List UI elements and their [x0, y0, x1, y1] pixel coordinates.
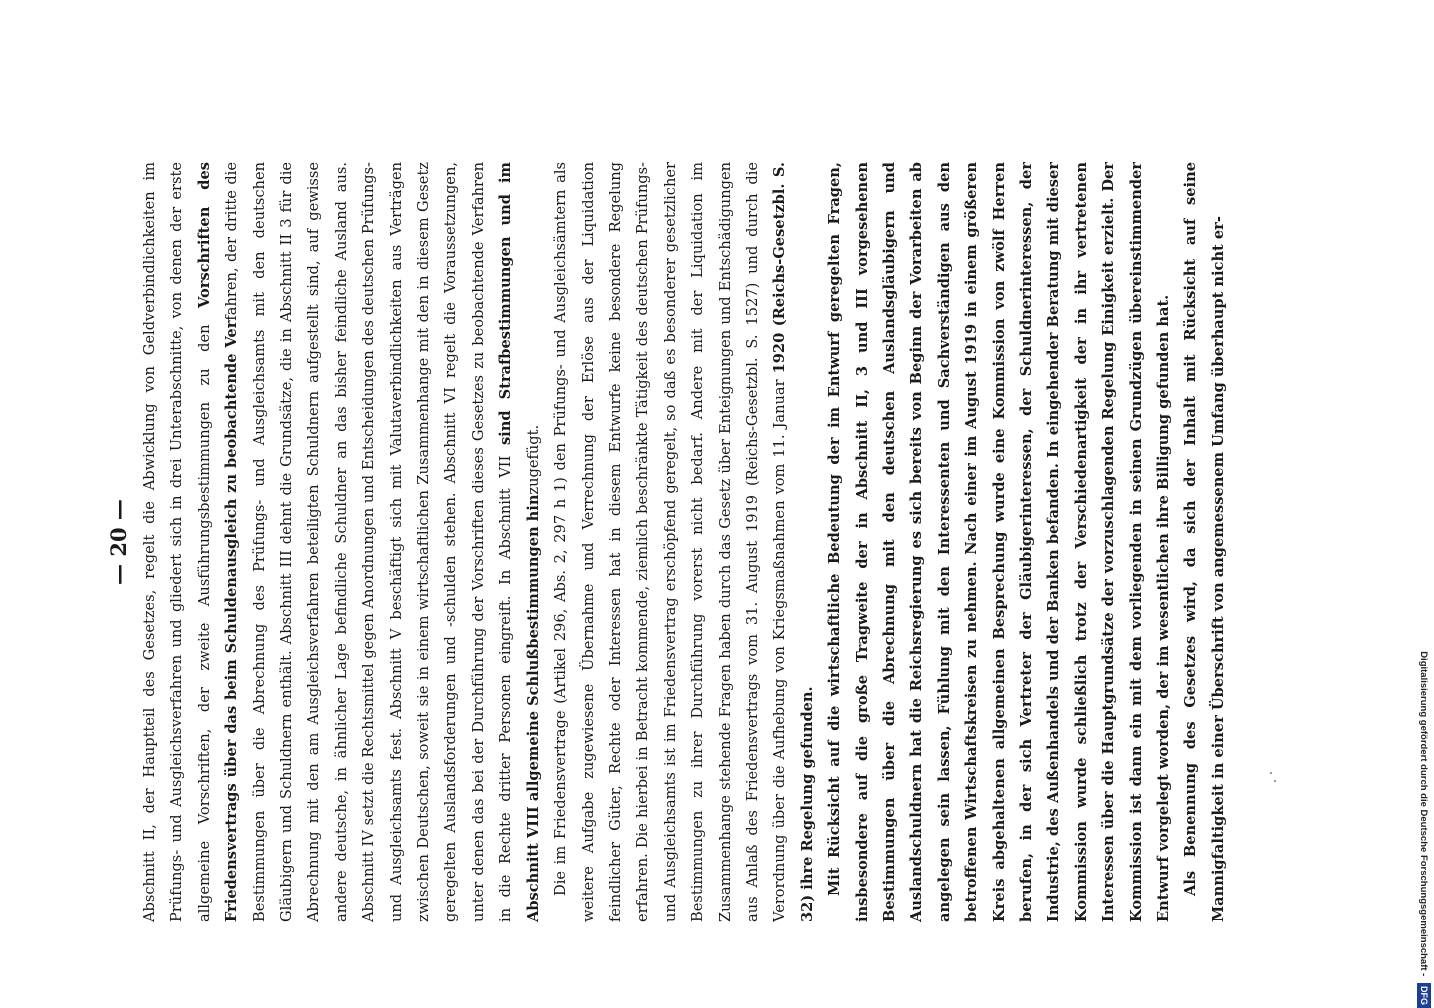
margin-credit-line: [1412, 8, 1434, 1008]
margin-credit: [1412, 0, 1434, 1005]
scan-speck: [1274, 780, 1276, 782]
text-segment: zugefügt.: [524, 424, 542, 495]
text-segment: Die im Friedensvertrage (Artikel 296, Abs. 2, 297 h 1) den Prüfungs- und Ausgleichsämtern als weitere Aufgabe zugewiesene Übernahme und Verrechnung der Erlöse aus der Liquidation feindlicher Güter, Rechte oder Interessen hat in diesem Entwurfe keine besondere Regelung erfahren. Die hierbei in Betracht kommende, ziemlich beschränkte Tätigkeit des deutschen Prüfungs- und Ausgleichsamts ist im Friedensvertrag erschöpfend geregelt, so daß es besonderer gesetzlicher Bestimmungen zu ihrer Durchführung vorerst nicht bedarf. Andere mit der Liquidation im Zusammenhange stehende Fragen haben durch das Gesetz über Enteignungen und Entschädigungen aus Anlaß des Friedensvertrags vom 31. August 1919 (Reichs-Gesetzbl. S. 1527) und durch die Verordnung über die Aufhebung von Kriegsmaßnahmen vom 11. Januar: [552, 162, 789, 922]
paragraph: [547, 162, 821, 922]
bold-text-segment: Als Benennung des Gesetzes wird, da sich der Inhalt mit Rücksicht auf seine Mannigfaltigkeit in einer Überschrift von angemessenem Umfang überhaupt nicht er-: [1182, 162, 1227, 922]
rotated-document-page: [102, 162, 1262, 922]
paragraph: [821, 162, 1177, 922]
paragraph: [1177, 162, 1232, 922]
body-text: [136, 162, 1256, 922]
page-number: — 20 —: [106, 499, 131, 585]
scan-speck: [1270, 772, 1272, 774]
bold-text-segment: sind Strafbestimmungen und im Abschnitt VIII allgemeine Schlußbestimmungen hin: [497, 162, 542, 922]
text-segment: Abschnitt II, der Hauptteil des Gesetzes, regelt die Abwicklung von Geldverbindlichkeiten im Prüfungs- und Ausgleichsverfahren und gliedert sich in drei Unterabschnitte, von denen der erste allgemeine Vorschriften, der zweite Ausführungsbestimmungen zu den: [141, 162, 213, 922]
bold-text-segment: Mit Rücksicht auf die wirtschaftliche Bedeutung der im Entwurf geregelten Fragen, insbesondere auf die große Tragweite der in Abschnitt II, 3 und III vorgesehenen Bestimmungen über die Abrechnung mit den deutschen Auslandsgläubigern und Auslandschuldnern hat die Reichsregierung es sich bereits von Beginn der Vorarbeiten ab angelegen sein lassen, Fühlung mit den Interessenten und Sachverständigen aus den betroffenen Wirtschaftskreisen zu nehmen. Nach einer im August 1919 in einem größeren Kreis abgehaltenen allgemeinen Besprechung wurde eine Kommission von zwölf Herren berufen, in der sich Vertreter der Gläubigerinteressen, der Schuldnerinteressen, der Industrie, des Außenhandels und der Banken befanden. In eingehender Beratung mit dieser Kommission wurde schließlich trotz der Verschiedenartigkeit der in ihr vertretenen Interessen über die Hauptgrundsätze der vorzuschlagenden Regelung Einigkeit erzielt. Der Kommission ist dann ein mit dem vorliegenden in seinen Grundzügen übereinstimmender Entwurf vorgelegt worden, der im wesentlichen ihre Billigung gefunden hat.: [826, 162, 1173, 922]
bold-text-segment: Vorschriften des Friedensvertrags über das beim Schuldenausgleich zu beobachtende Ver: [195, 162, 241, 922]
margin-credit-text: Digitalisierung gefördert durch die Deutsche Forschungsgemeinschaft -: [1418, 651, 1429, 977]
bold-text-segment: 1920 (Reichs-Gesetzbl. S. 32) ihre Regelung gefunden.: [771, 162, 816, 922]
text-segment: fahren, der dritte die Bestimmungen über die Abrechnung des Prüfungs- und Ausgleichsamts mit den deutschen Gläubigern und Schuldnern enthält. Abschnitt III dehnt die Grundsätze, die in Abschnitt II 3 für die Abrechnung mit den am Ausgleichsverfahren beteiligten Schuldnern aufgestellt sind, auf gewisse andere deutsche, in ähnlicher Lage befindliche Schuldner an das bisher feindliche Ausland aus. Abschnitt IV setzt die Rechtsmittel gegen Anordnungen und Entscheidungen des deutschen Prüfungs- und Ausgleichsamts fest. Abschnitt V beschäftigt sich mit Valutaverbindlichkeiten aus Verträgen zwischen Deutschen, soweit sie in einem wirtschaftlichen Zusammenhange mit den in diesem Gesetz geregelten Auslandsforderungen und -schulden stehen. Abschnitt VI regelt die Voraussetzungen, unter denen das bei der Durchführung der Vorschriften dieses Gesetzes zu beobachtende Verfahren in die Rechte dritter Personen eingreift. In Abschnitt VII: [223, 162, 515, 922]
dfg-logo: DFG: [1417, 983, 1431, 1008]
paragraph: [136, 162, 547, 922]
